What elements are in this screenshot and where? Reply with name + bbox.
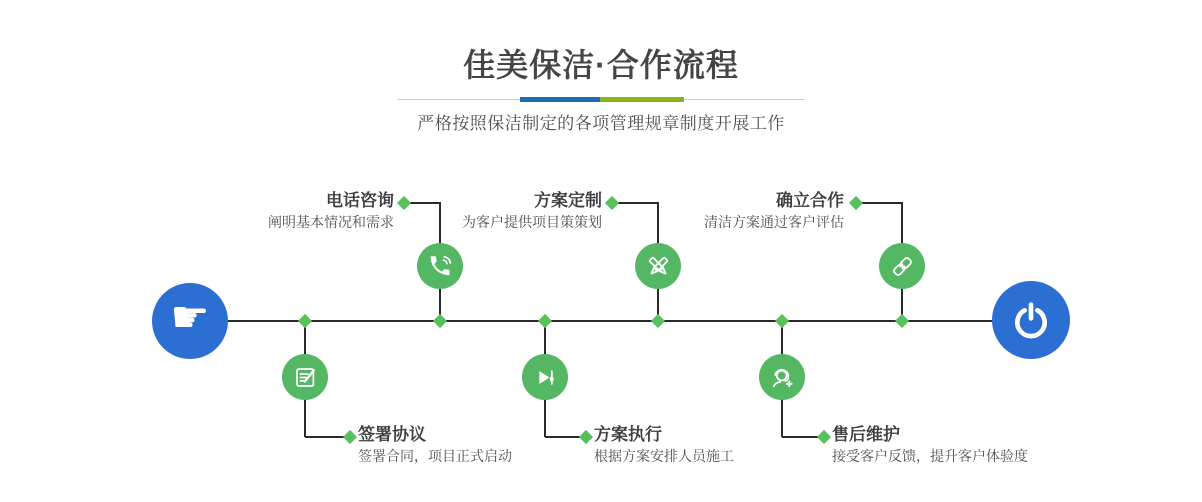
step-title: 电话咨询 bbox=[326, 191, 394, 210]
crossed-pencils-icon bbox=[645, 253, 672, 280]
step-label-phone bbox=[268, 191, 394, 230]
page-subtitle: 严格按照保洁制定的各项管理规章制度开展工作 bbox=[417, 114, 785, 133]
step-title: 确立合作 bbox=[776, 191, 844, 210]
step-desc: 接受客户反馈，提升客户体验度 bbox=[832, 448, 1028, 464]
timeline-diamond bbox=[433, 314, 447, 328]
label-diamond bbox=[579, 430, 593, 444]
timeline-diamond bbox=[538, 314, 552, 328]
timeline-diamond bbox=[298, 314, 312, 328]
step-title: 售后维护 bbox=[832, 425, 900, 444]
title-divider-accent bbox=[520, 97, 684, 102]
step-node-cooperation bbox=[879, 243, 925, 289]
timeline-diamond bbox=[895, 314, 909, 328]
label-diamond bbox=[817, 430, 831, 444]
step-desc: 根据方案安排人员施工 bbox=[594, 448, 734, 464]
step-title: 签署协议 bbox=[358, 425, 426, 444]
step-desc: 清洁方案通过客户评估 bbox=[704, 214, 844, 230]
step-label-plan bbox=[462, 191, 602, 230]
step-label-cooperation bbox=[704, 191, 844, 230]
timeline-diamond bbox=[651, 314, 665, 328]
power-icon bbox=[1011, 300, 1051, 340]
contract-icon bbox=[292, 364, 319, 391]
divider-green-segment bbox=[600, 97, 684, 102]
phone-icon bbox=[427, 253, 454, 280]
play-icon bbox=[532, 364, 559, 391]
start-node bbox=[152, 283, 228, 359]
timeline-main-line bbox=[228, 320, 993, 322]
step-desc: 签署合同，项目正式启动 bbox=[358, 448, 512, 464]
handshake-icon bbox=[889, 253, 916, 280]
step-label-execute bbox=[594, 425, 734, 464]
step-title: 方案执行 bbox=[594, 425, 662, 444]
divider-blue-segment bbox=[520, 97, 600, 102]
timeline-diamond bbox=[775, 314, 789, 328]
page-title: 佳美保洁·合作流程 bbox=[463, 47, 739, 83]
step-node-sign bbox=[282, 354, 328, 400]
pointing-hand-icon: ☛ bbox=[170, 293, 210, 342]
step-node-plan bbox=[635, 243, 681, 289]
step-node-execute bbox=[522, 354, 568, 400]
step-node-phone bbox=[417, 243, 463, 289]
step-desc: 为客户提供项目策策划 bbox=[462, 214, 602, 230]
step-label-sign bbox=[358, 425, 512, 464]
label-diamond bbox=[849, 196, 863, 210]
support-icon bbox=[769, 364, 796, 391]
step-label-aftersale bbox=[832, 425, 1028, 464]
label-diamond bbox=[343, 430, 357, 444]
label-diamond bbox=[605, 196, 619, 210]
label-diamond bbox=[397, 196, 411, 210]
end-node bbox=[992, 281, 1070, 359]
step-node-aftersale bbox=[759, 354, 805, 400]
step-title: 方案定制 bbox=[534, 191, 602, 210]
step-desc: 阐明基本情况和需求 bbox=[268, 214, 394, 230]
